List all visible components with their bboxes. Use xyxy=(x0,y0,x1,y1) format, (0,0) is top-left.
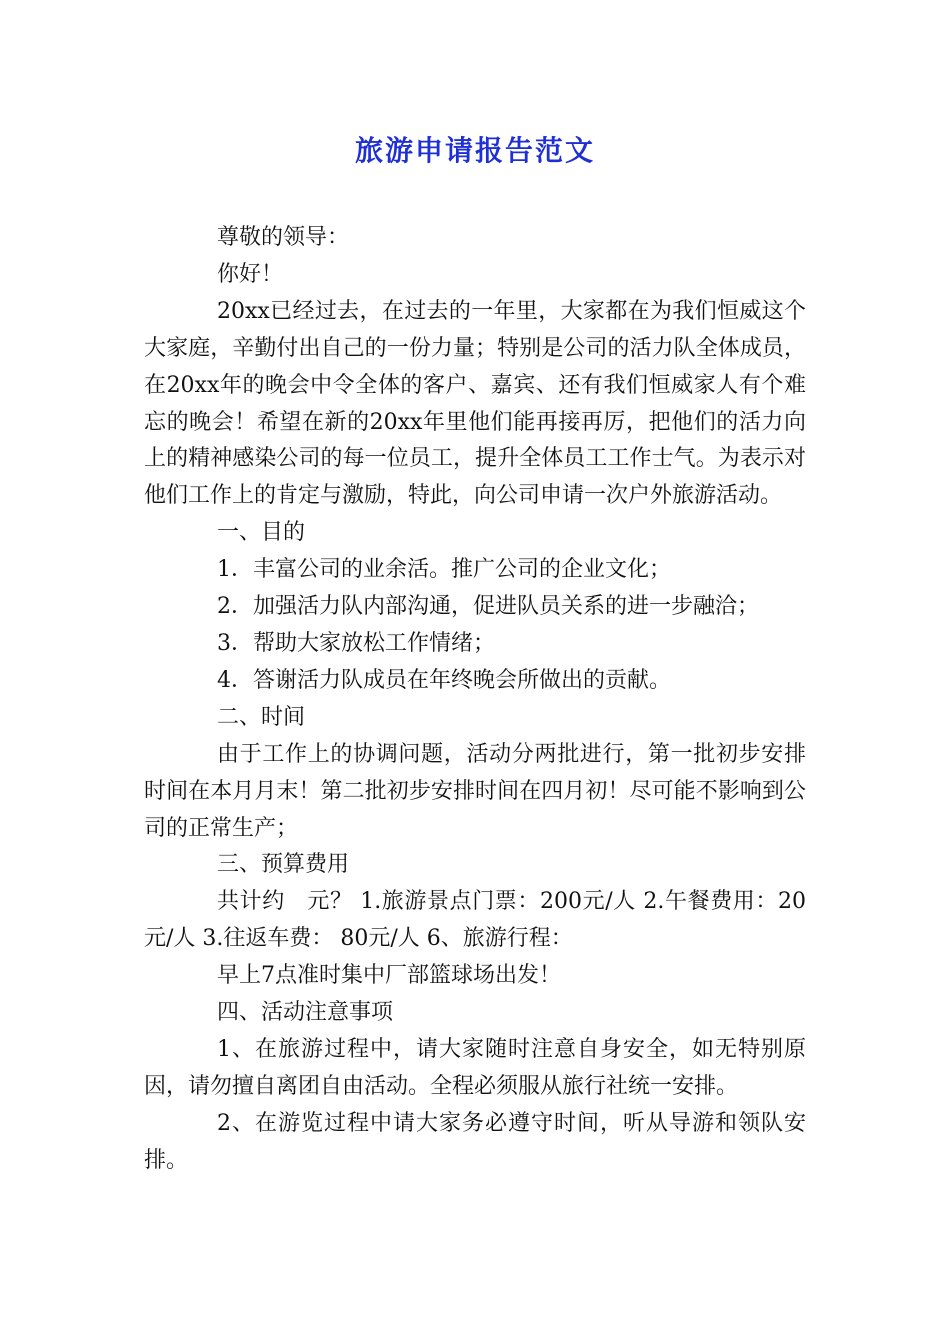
purpose-item-3: 3．帮助大家放松工作情绪； xyxy=(217,630,495,656)
purpose-item-4: 4．答谢活力队成员在年终晚会所做出的贡献。 xyxy=(217,667,671,693)
time-paragraph: 由于工作上的协调问题，活动分两批进行，第一批初步安排时间在本月月末！第二批初步安排时间在四月初！尽可能不影响到公司的正常生产； xyxy=(144,741,806,841)
document-title: 旅游申请报告范文 xyxy=(354,134,595,167)
section-heading-time: 二、时间 xyxy=(217,704,306,730)
document-body xyxy=(144,220,806,1180)
section-heading-notes: 四、活动注意事项 xyxy=(217,1000,394,1026)
note-item-2: 2、在游览过程中请大家务必遵守时间，听从导游和领队安排。 xyxy=(144,1110,806,1173)
greeting: 你好！ xyxy=(217,261,284,287)
budget-paragraph: 共计约 元？ 1.旅游景点门票：200元/人 2.午餐费用：20元/人 3.往返车费： 80元/人 6、旅游行程： xyxy=(144,889,806,952)
purpose-item-1: 1．丰富公司的业余活。推广公司的企业文化； xyxy=(217,557,671,583)
intro-paragraph: 20xx已经过去，在过去的一年里，大家都在为我们恒威这个大家庭，辛勤付出自己的一份力量；特别是公司的活力队全体成员，在20xx年的晚会中令全体的客户、嘉宾、还有我们恒威家人有个难忘的晚会！希望在新的20xx年里他们能再接再厉，把他们的活力向上的精神感染公司的每一位员工，提升全体员工工作士气。为表示对他们工作上的肯定与激励，特此，向公司申请一次户外旅游活动。 xyxy=(144,298,806,509)
purpose-item-2: 2．加强活力队内部沟通，促进队员关系的进一步融洽； xyxy=(217,594,759,620)
section-heading-purpose: 一、目的 xyxy=(217,520,306,546)
itinerary-paragraph: 早上7点准时集中厂部篮球场出发！ xyxy=(217,963,561,989)
section-heading-budget: 三、预算费用 xyxy=(217,852,350,878)
note-item-1: 1、在旅游过程中，请大家随时注意自身安全，如无特别原因，请勿擅自离团自由活动。全程必须服从旅行社统一安排。 xyxy=(144,1036,806,1099)
salutation: 尊敬的领导： xyxy=(217,225,350,250)
